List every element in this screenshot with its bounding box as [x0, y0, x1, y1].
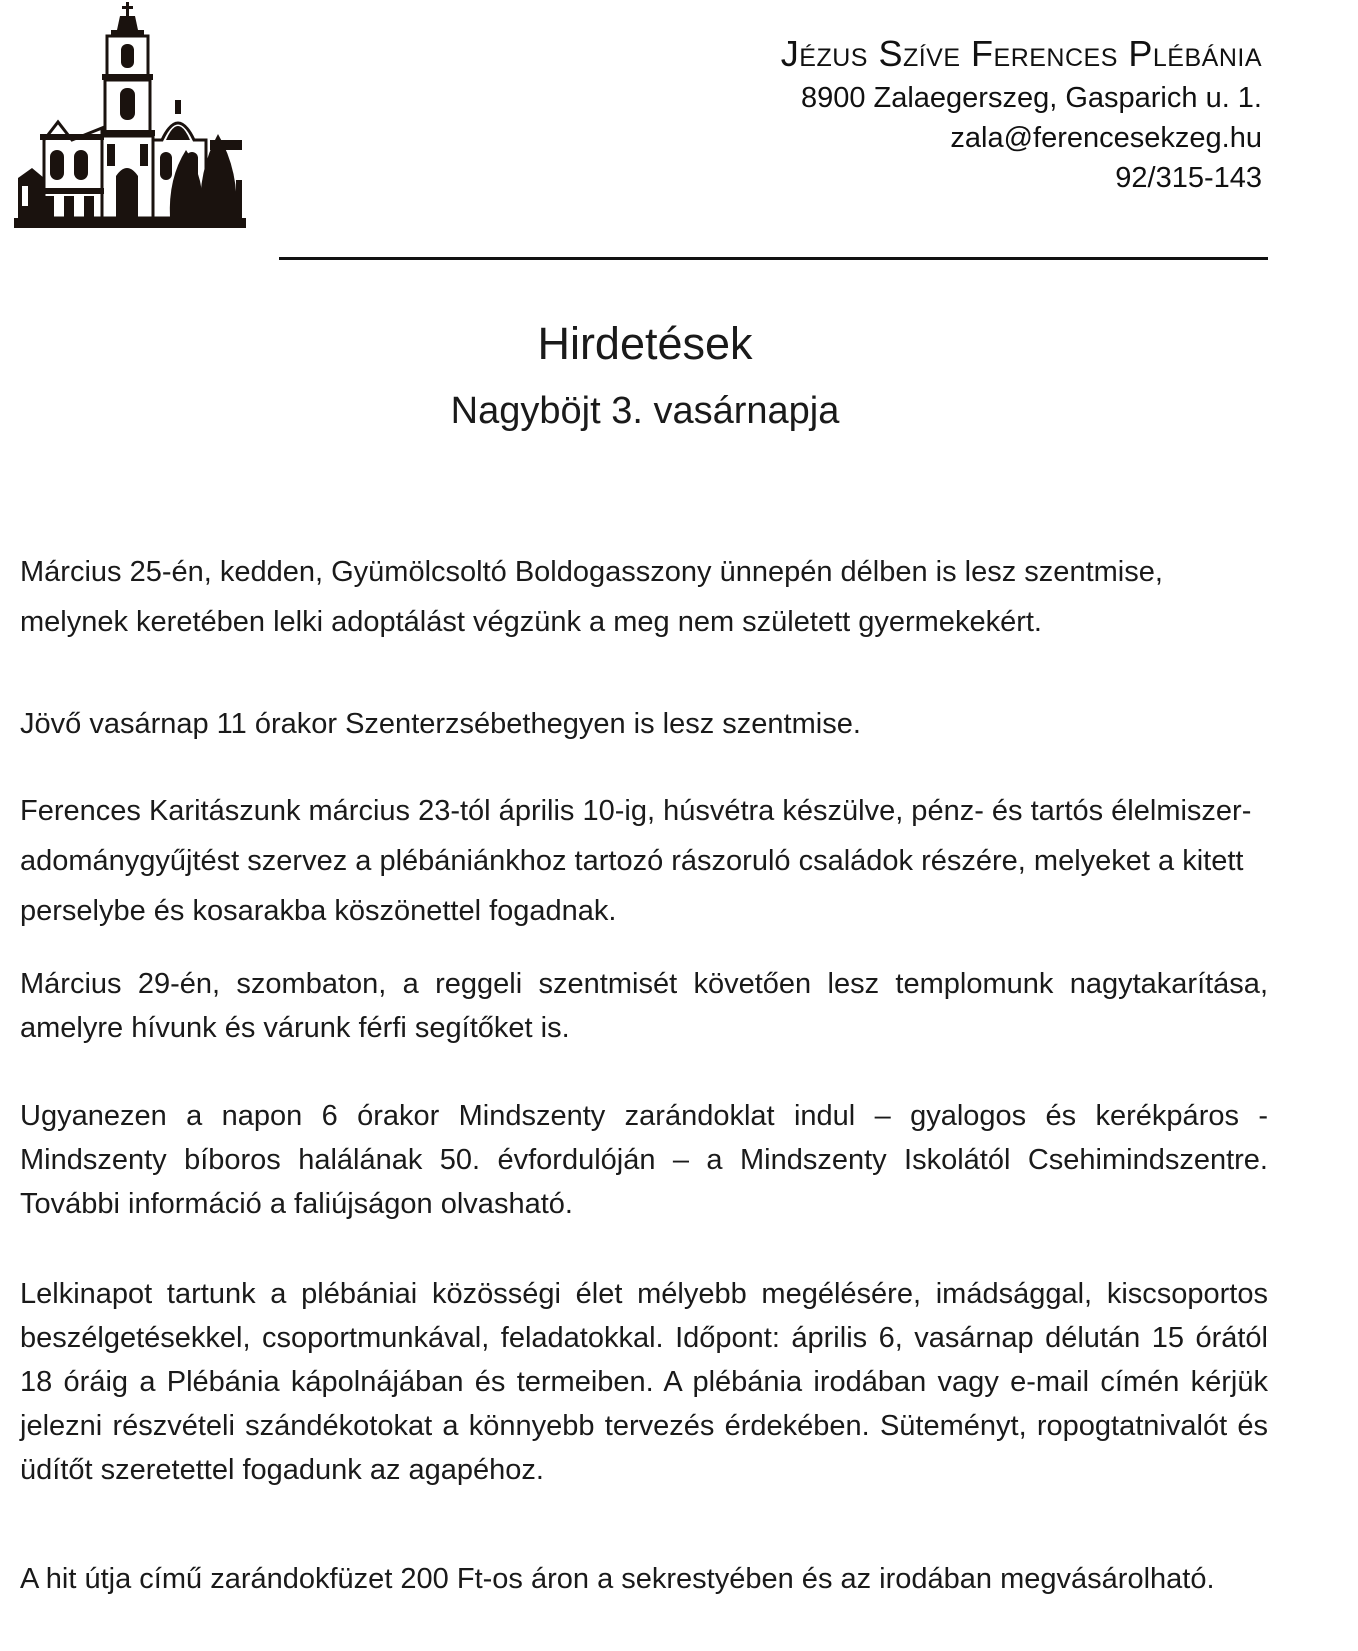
announcement-paragraph: Ugyanezen a napon 6 órakor Mindszenty zarándoklat indul – gyalogos és kerékpáros - Mindszenty bíboros halálának 50. évfordulóján – a Mindszenty Iskolától Csehimindszentre. További információ a faliújságon olvasható. [20, 1100, 1268, 1220]
parish-name: Jézus Szíve Ferences Plébánia [780, 33, 1262, 74]
church-building-icon [10, 0, 250, 236]
announcement-paragraph: Március 25-én, kedden, Gyümölcsoltó Boldogasszony ünnepén délben is lesz szentmise, melynek keretében lelki adoptálást végzünk a meg nem született gyermekekért. [20, 556, 1163, 638]
parish-header [781, 30, 1262, 198]
parish-address: 8900 Zalaegerszeg, Gasparich u. 1. [800, 82, 1262, 114]
announcement-paragraph: Lelkinapot tartunk a plébániai közösségi élet mélyebb megélésére, imádsággal, kiscsoportos beszélgetésekkel, csoportmunkával, feladatokkal. Időpont: április 6, vasárnap délután 15 órától 18 óráig a Plébánia kápolnájában és termeiben. A plébánia irodában vagy e-mail címén kérjük jelezni részvételi szándékotokat a könnyebb tervezés érdekében. Süteményt, ropogtatnivalót és üdítőt szeretettel fogadunk az agapéhoz. [20, 1278, 1268, 1486]
announcement-paragraph: Ferences Karitászunk március 23-tól április 10-ig, húsvétra készülve, pénz- és tartós élelmiszer-adománygyűjtést szervez a plébániánkhoz tartozó rászoruló családok részére, melyeket a kitett perselybe és kosarakba köszönettel fogadnak. [20, 795, 1252, 927]
announcement-paragraph: Március 29-én, szombaton, a reggeli szentmisét követően lesz templomunk nagytakarítása, amelyre hívunk és várunk férfi segítőket is. [20, 968, 1268, 1044]
page-subtitle: Nagyböjt 3. vasárnapja [450, 390, 840, 432]
parish-email: zala@ferencesekzeg.hu [950, 122, 1262, 154]
parish-phone: 92/315-143 [1115, 162, 1262, 194]
header-divider [279, 257, 1268, 260]
church-logo [10, 0, 250, 236]
page-title: Hirdetések [537, 318, 753, 369]
announcement-paragraph: Jövő vasárnap 11 órakor Szenterzsébethegyen is lesz szentmise. [20, 708, 861, 740]
announcement-paragraph: A hit útja című zarándokfüzet 200 Ft-os áron a sekrestyében és az irodában megvásárolható. [20, 1563, 1215, 1595]
